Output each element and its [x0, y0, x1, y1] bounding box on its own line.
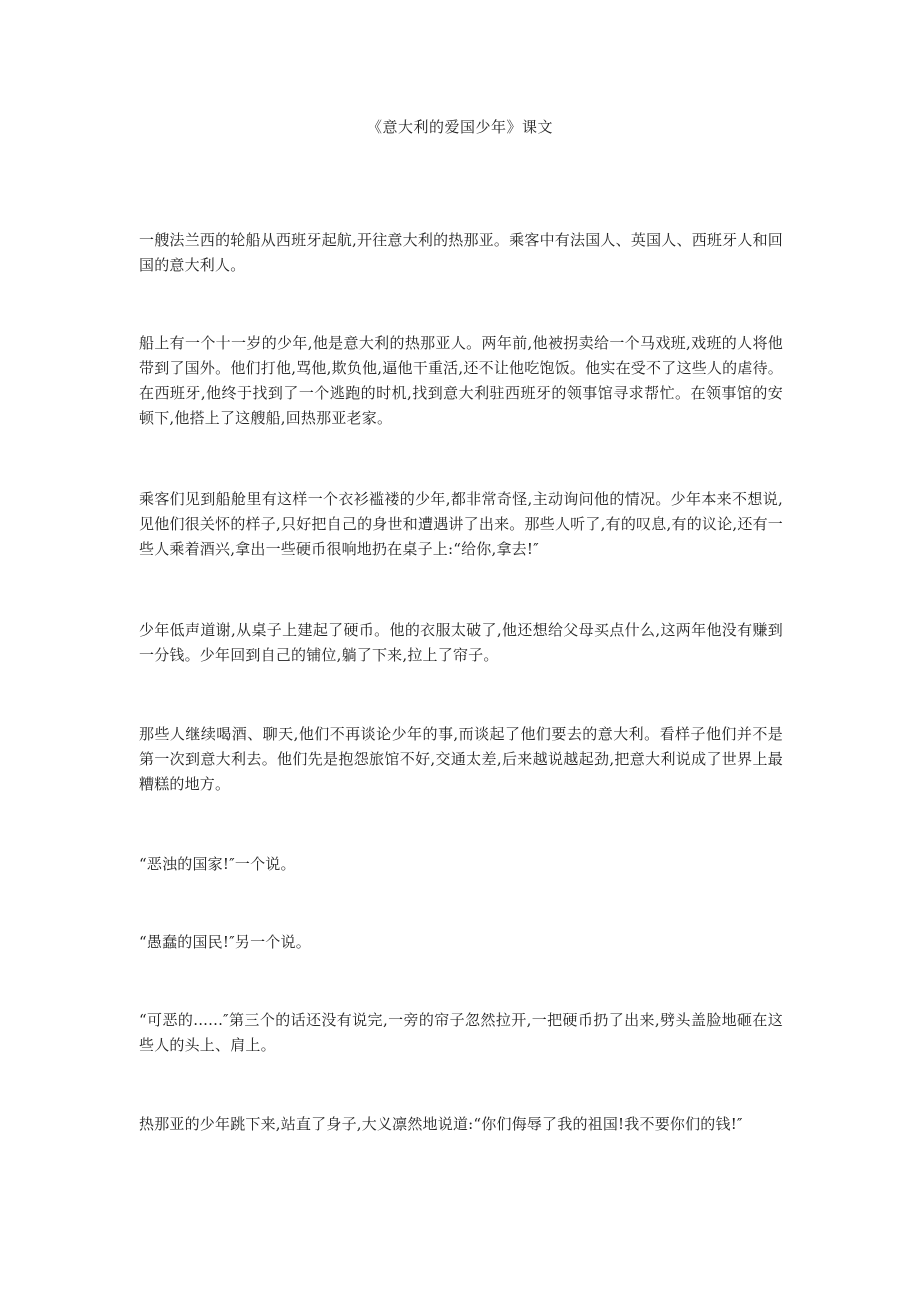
paragraph-4: 少年低声道谢,从桌子上建起了硬币。他的衣服太破了,他还想给父母买点什么,这两年他没有赚到一分钱。少年回到自己的铺位,躺了下来,拉上了帘子。	[139, 621, 783, 664]
paragraph-8: “可恶的......″第三个的话还没有说完,一旁的帘子忽然拉开,一把硬币扔了出来,劈头盖脸地砸在这些人的头上、肩上。	[139, 1011, 783, 1054]
document-title: 《意大利的爱国少年》课文	[366, 118, 553, 136]
paragraph-6: “恶浊的国家!″一个说。	[139, 855, 296, 873]
paragraph-9: 热那亚的少年跳下来,站直了身子,大义凛然地说道:“你们侮辱了我的祖国!我不要你们的钱!″	[139, 1115, 743, 1133]
paragraph-1: 一艘法兰西的轮船从西班牙起航,开往意大利的热那亚。乘客中有法国人、英国人、西班牙人和回国的意大利人。	[139, 231, 783, 274]
paragraph-5: 那些人继续喝酒、聊天,他们不再谈论少年的事,而谈起了他们要去的意大利。看样子他们并不是第一次到意大利去。他们先是抱怨旅馆不好,交通太差,后来越说越起劲,把意大利说成了世界上最糟糕的地方。	[139, 725, 783, 793]
paragraph-2: 船上有一个十一岁的少年,他是意大利的热那亚人。两年前,他被拐卖给一个马戏班,戏班的人将他带到了国外。他们打他,骂他,欺负他,逼他干重活,还不让他吃饱饭。他实在受不了这些人的虐待。在西班牙,他终于找到了一个逃跑的时机,找到意大利驻西班牙的领事馆寻求帮忙。在领事馆的安顿下,他搭上了这艘船,回热那亚老家。	[139, 334, 783, 427]
paragraph-7: “愚蠢的国民!″另一个说。	[139, 933, 311, 951]
paragraph-3: 乘客们见到船舱里有这样一个衣衫褴褛的少年,都非常奇怪,主动询问他的情况。少年本来不想说,见他们很关怀的样子,只好把自己的身世和遭遇讲了出来。那些人听了,有的叹息,有的议论,还有一些人乘着酒兴,拿出一些硬币很响地扔在桌子上:“给你,拿去!″	[139, 490, 783, 558]
